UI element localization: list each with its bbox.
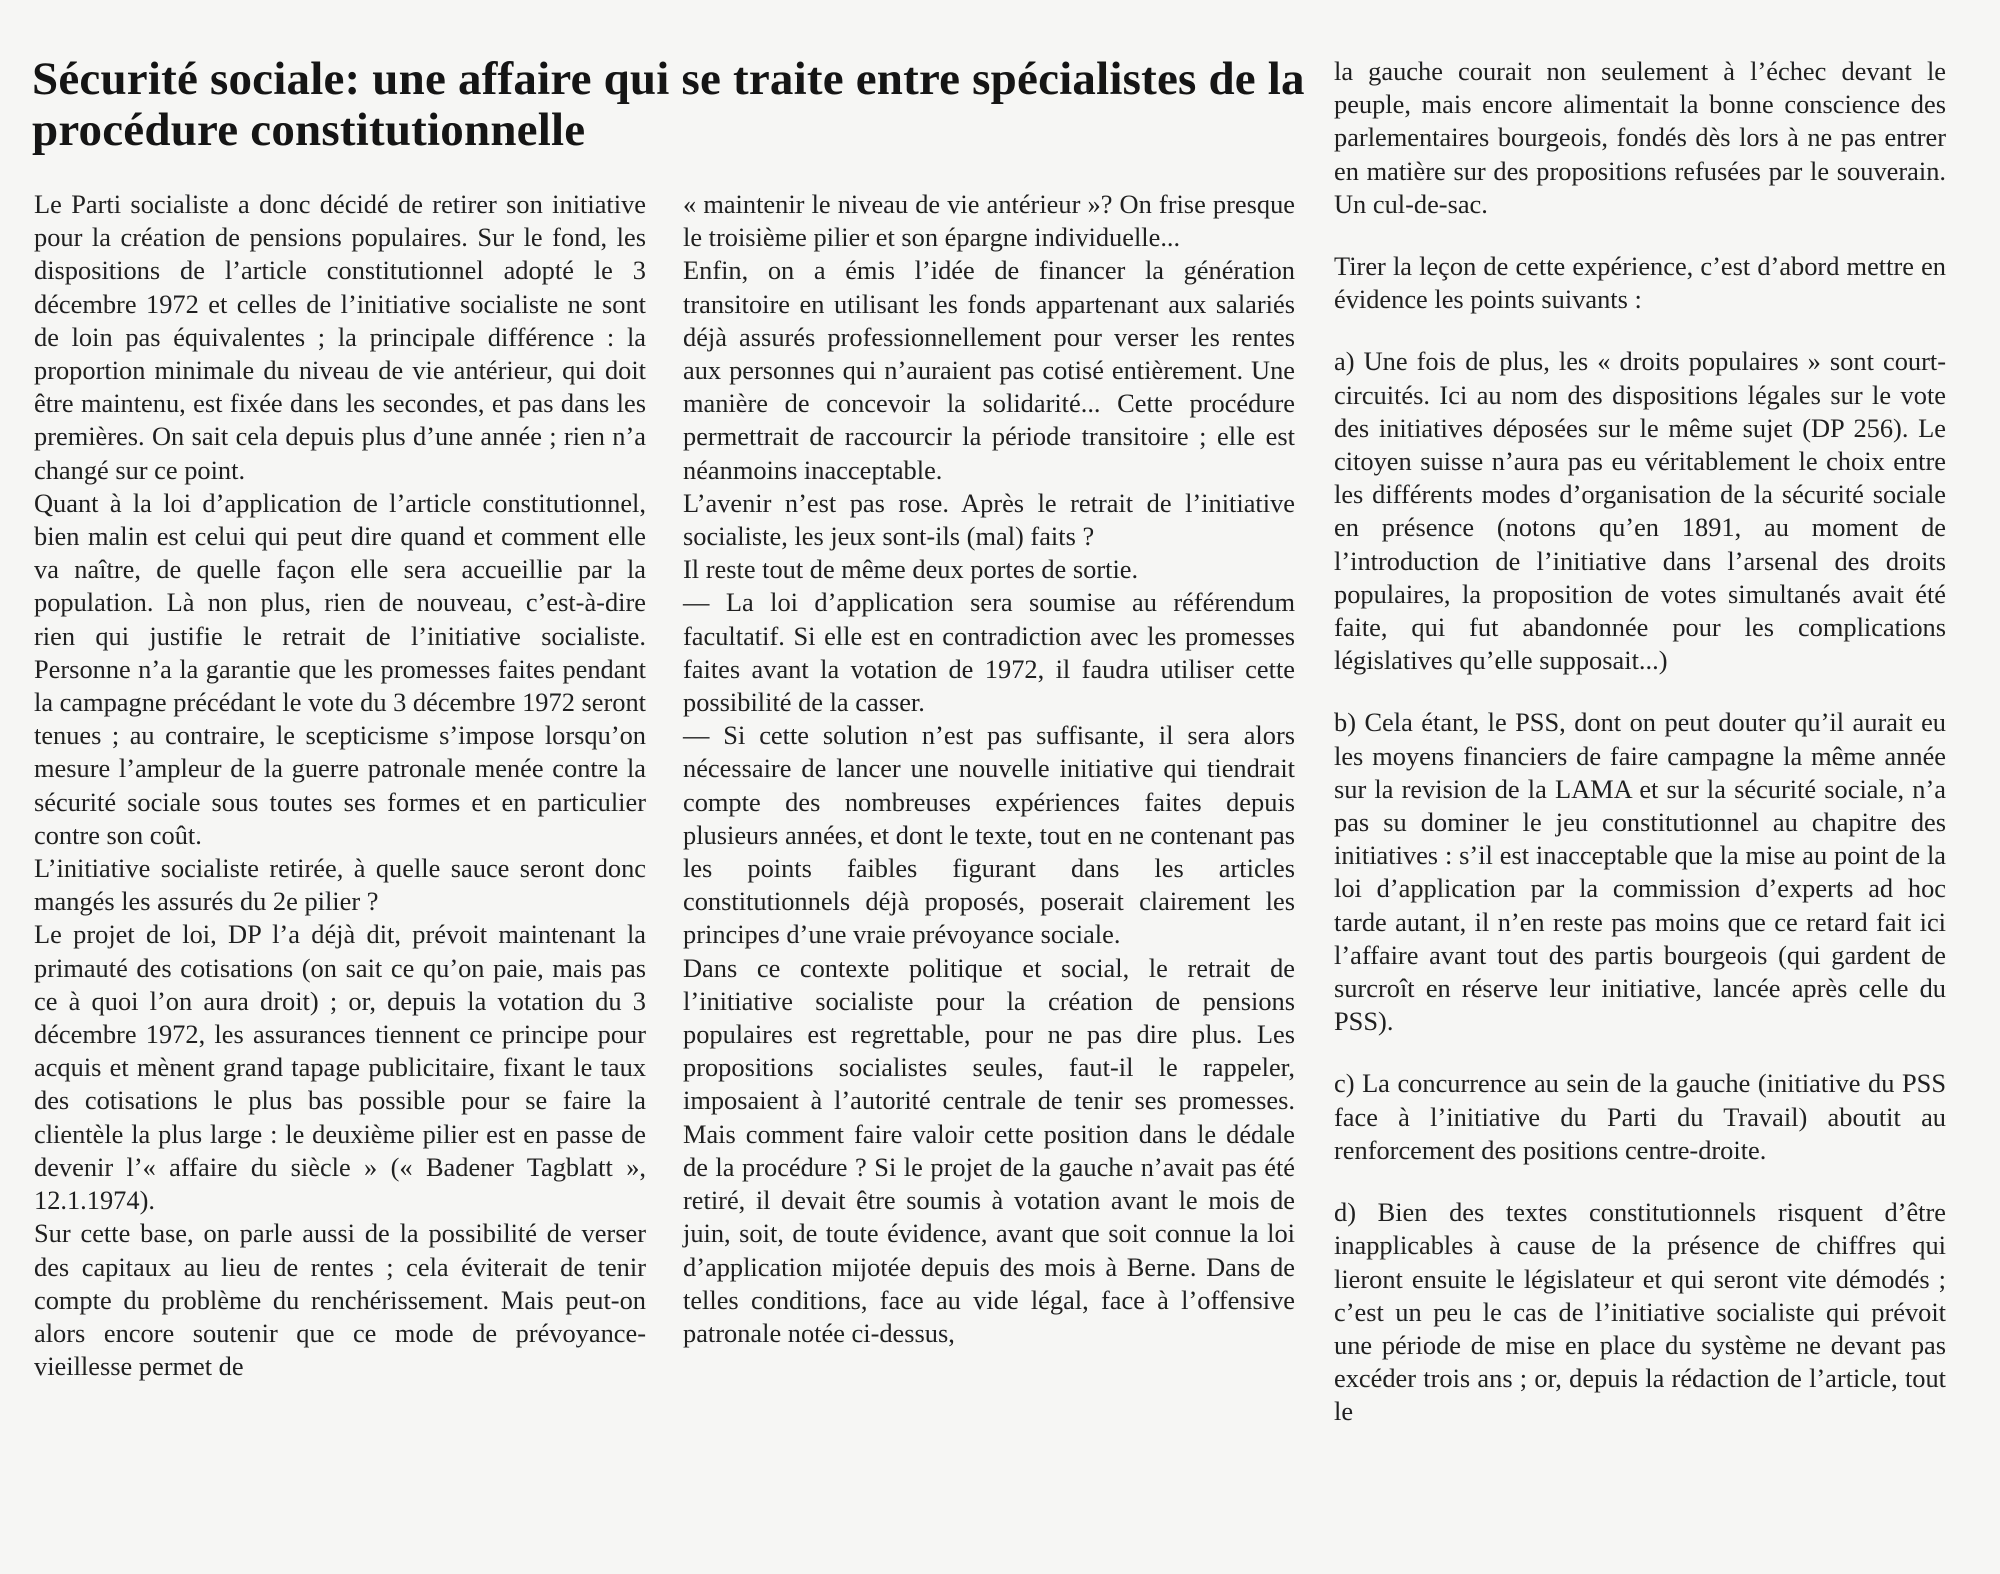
paragraph: c) La concurrence au sein de la gauche (initiative du PSS face à l’initiative du Parti du Travail) aboutit au renforcement des positions centre-droite.: [1334, 1068, 1946, 1165]
paragraph: — La loi d’application sera soumise au référendum facultatif. Si elle est en contradiction avec les promesses faites avant la votation de 1972, il faudra utiliser cette possibilité de la casser.: [683, 587, 1295, 718]
paragraph: d) Bien des textes constitutionnels risquent d’être inapplicables à cause de la présence de chiffres qui lieront ensuite le législateur et qui seront vite démodés ; c’est un peu le cas de l’initiative socialiste qui prévoit une période de mise en place du système ne devant pas excéder trois ans ; or, depuis la rédaction de l’article, tout le: [1334, 1197, 1946, 1427]
paragraph: « maintenir le niveau de vie antérieur »? On frise presque le troisième pilier et son épargne individuelle...: [683, 189, 1295, 253]
paragraph: b) Cela étant, le PSS, dont on peut douter qu’il aurait eu les moyens financiers de faire campagne la même année sur la revision de la LAMA et sur la sécurité sociale, n’a pas su dominer le jeu constitutionnel au chapitre des initiatives : s’il est inacceptable que la mise au point de la loi d’application par la commission d’experts ad hoc tarde autant, il n’en reste pas moins que ce retard fait ici l’affaire avant tout des partis bourgeois (qui gardent de surcroît en réserve leur initiative, lancée après celle du PSS).: [1334, 707, 1946, 1037]
paragraph: Enfin, on a émis l’idée de financer la génération transitoire en utilisant les fonds appartenant aux salariés déjà assurés professionnellement pour verser les rentes aux personnes qui n’auraient pas cotisé entièrement. Une manière de concevoir la solidarité... Cette procédure permettrait de raccourcir la période transitoire ; elle est néanmoins inacceptable.: [683, 255, 1295, 485]
article-column-3: [1334, 55, 1946, 1429]
paragraph: Quant à la loi d’application de l’article constitutionnel, bien malin est celui qui peut dire quand et comment elle va naître, de quelle façon elle sera accueillie par la population. Là non plus, rien de nouveau, c’est-à-dire rien qui justifie le retrait de l’initiative socialiste. Personne n’a la garantie que les promesses faites pendant la campagne précédant le vote du 3 décembre 1972 seront tenues ; au contraire, le scepticisme s’impose lorsqu’on mesure l’ampleur de la guerre patronale menée contre la sécurité sociale sous toutes ses formes et en particulier contre son coût.: [34, 487, 646, 850]
paragraph: la gauche courait non seulement à l’échec devant le peuple, mais encore alimentait la bonne conscience des parlementaires bourgeois, fondés dès lors à ne pas entrer en matière sur des propositions refusées par le souverain. Un cul-de-sac.: [1334, 56, 1946, 219]
paragraph: Le projet de loi, DP l’a déjà dit, prévoit maintenant la primauté des cotisations (on sait ce qu’on paie, mais pas ce à quoi l’on aura droit) ; or, depuis la votation du 3 décembre 1972, les assurances tiennent ce principe pour acquis et mènent grand tapage publicitaire, fixant le taux des cotisations le plus bas possible pour se faire la clientèle la plus large : le deuxième pilier est en passe de devenir l’« affaire du siècle » (« Badener Tagblatt », 12.1.1974).: [34, 919, 646, 1216]
paragraph: Sur cette base, on parle aussi de la possibilité de verser des capitaux au lieu de rentes ; cela éviterait de tenir compte du problème du renchérissement. Mais peut-on alors encore soutenir que ce mode de prévoyance-vieillesse permet de: [34, 1218, 646, 1382]
article-column-1: [34, 188, 646, 1383]
paragraph: Il reste tout de même deux portes de sortie.: [683, 554, 1139, 585]
article-column-2: [683, 188, 1295, 1350]
article-title: Sécurité sociale: une affaire qui se traite entre spécialistes de la procédure constitutionnelle: [32, 53, 1305, 156]
paragraph: L’initiative socialiste retirée, à quelle sauce seront donc mangés les assurés du 2e pilier ?: [34, 853, 646, 917]
paragraph: a) Une fois de plus, les « droits populaires » sont court-circuités. Ici au nom des dispositions légales sur le vote des initiatives déposées sur le même sujet (DP 256). Le citoyen suisse n’aura pas eu véritablement le choix entre les différents modes d’organisation de la sécurité sociale en présence (notons qu’en 1891, au moment de l’introduction de l’initiative dans l’arsenal des droits populaires, la proposition de votes simultanés avait été faite, qui fut abandonnée pour les complications législatives qu’elle supposait...): [1334, 346, 1946, 676]
paragraph: Tirer la leçon de cette expérience, c’est d’abord mettre en évidence les points suivants :: [1334, 251, 1946, 315]
paragraph: Dans ce contexte politique et social, le retrait de l’initiative socialiste pour la création de pensions populaires est regrettable, pour ne pas dire plus. Les propositions socialistes seules, faut-il le rappeler, imposaient à l’autorité centrale de tenir ses promesses. Mais comment faire valoir cette position dans le dédale de la procédure ? Si le projet de la gauche n’avait pas été retiré, il devait être soumis à votation avant le mois de juin, soit, de toute évidence, avant que soit connue la loi d’application mijotée depuis des mois à Berne. Dans de telles conditions, face au vide légal, face à l’offensive patronale notée ci-dessus,: [683, 952, 1295, 1348]
paragraph: Le Parti socialiste a donc décidé de retirer son initiative pour la création de pensions populaires. Sur le fond, les dispositions de l’article constitutionnel adopté le 3 décembre 1972 et celles de l’initiative socialiste ne sont de loin pas équivalentes ; la principale différence : la proportion minimale du niveau de vie antérieur, qui doit être maintenu, est fixée dans les secondes, et pas dans les premières. On sait cela depuis plus d’une année ; rien n’a changé sur ce point.: [34, 189, 646, 485]
paragraph: — Si cette solution n’est pas suffisante, il sera alors nécessaire de lancer une nouvelle initiative qui tiendrait compte des nombreuses expériences faites depuis plusieurs années, et dont le texte, tout en ne contenant pas les points faibles figurant dans les articles constitutionnels déjà proposés, poserait clairement les principes d’une vraie prévoyance sociale.: [683, 720, 1295, 950]
paragraph: L’avenir n’est pas rose. Après le retrait de l’initiative socialiste, les jeux sont-ils (mal) faits ?: [683, 487, 1295, 552]
